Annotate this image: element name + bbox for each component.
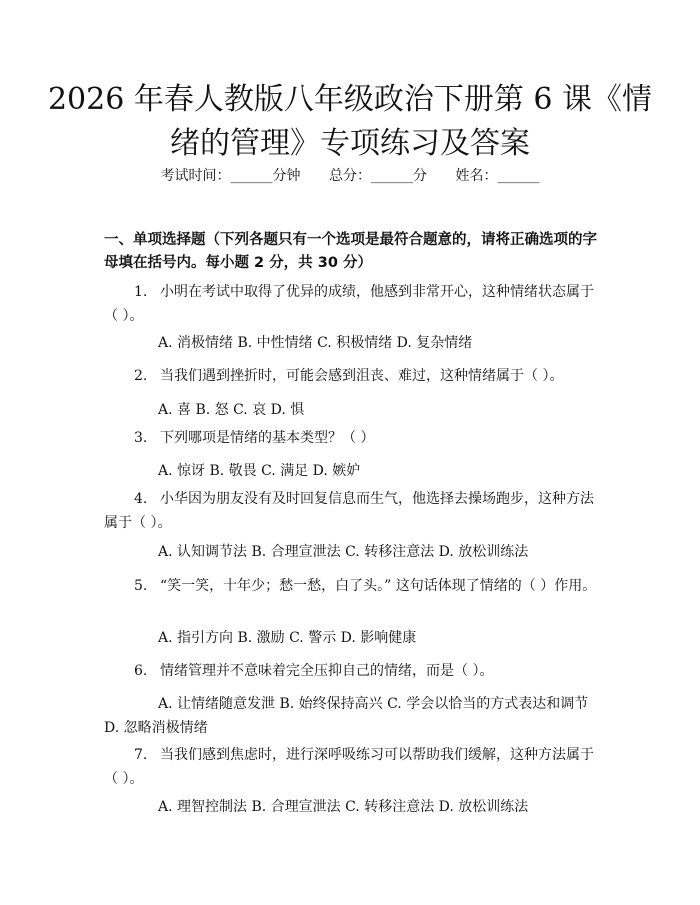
question-options: A. 让情绪随意发泄 B. 始终保持高兴 C. 学会以恰当的方式表达和调节 D. 忽略消极情绪	[104, 696, 589, 736]
question-number: 5.	[134, 578, 148, 594]
section-title: 一、单项选择题（下列各题只有一个选项是最符合题意的，请将正确选项的字母填在括号内。每小题 2 分，共 30 分）	[104, 232, 597, 271]
question-text: 当我们遇到挫折时，可能会感到沮丧、难过，这种情绪属于（ ）。	[160, 368, 564, 384]
question	[104, 487, 604, 535]
question-number: 6.	[134, 663, 148, 679]
question-text: 下列哪项是情绪的基本类型？（ ）	[160, 430, 375, 446]
exam-time: 考试时间：______分钟	[160, 168, 301, 184]
question	[104, 659, 604, 683]
title-line-2: 绪的管理》专项练习及答案	[170, 126, 530, 161]
question-options: A. 惊讶 B. 敬畏 C. 满足 D. 嫉妒	[158, 463, 361, 479]
question-text: “笑一笑，十年少；愁一愁，白了头。” 这句话体现了情绪的（ ）作用。	[160, 578, 597, 594]
question-text: 情绪管理并不意味着完全压抑自己的情绪，而是（ ）。	[160, 663, 494, 679]
question	[104, 426, 604, 450]
question-number: 1.	[134, 284, 148, 300]
question-number: 4.	[134, 491, 148, 507]
question	[104, 280, 604, 328]
question-number: 2.	[134, 368, 148, 384]
question-options: A. 喜 B. 怒 C. 哀 D. 惧	[158, 402, 305, 418]
exam-info	[0, 166, 700, 186]
question-options: A. 消极情绪 B. 中性情绪 C. 积极情绪 D. 复杂情绪	[158, 335, 473, 351]
question-options: A. 认知调节法 B. 合理宣泄法 C. 转移注意法 D. 放松训练法	[158, 544, 529, 560]
question-options: A. 理智控制法 B. 合理宣泄法 C. 转移注意法 D. 放松训练法	[158, 799, 529, 815]
question-number: 3.	[134, 430, 148, 446]
question-number: 7.	[134, 747, 148, 763]
question-options: A. 指引方向 B. 激励 C. 警示 D. 影响健康	[158, 630, 417, 646]
question-text: 小华因为朋友没有及时回复信息而生气，他选择去操场跑步，这种方法属于（ ）。	[104, 491, 594, 531]
question	[104, 743, 604, 791]
question	[104, 364, 604, 388]
question-text: 当我们感到焦虑时，进行深呼吸练习可以帮助我们缓解，这种方法属于（ ）。	[104, 747, 594, 787]
question	[104, 574, 604, 598]
document-title	[0, 78, 700, 166]
question-text: 小明在考试中取得了优异的成绩，他感到非常开心，这种情绪状态属于（ ）。	[104, 284, 594, 324]
exam-name: 姓名：______	[455, 168, 540, 184]
exam-score: 总分：______分	[329, 168, 427, 184]
title-line-1: 2026 年春人教版八年级政治下册第 6 课《情	[47, 82, 653, 117]
